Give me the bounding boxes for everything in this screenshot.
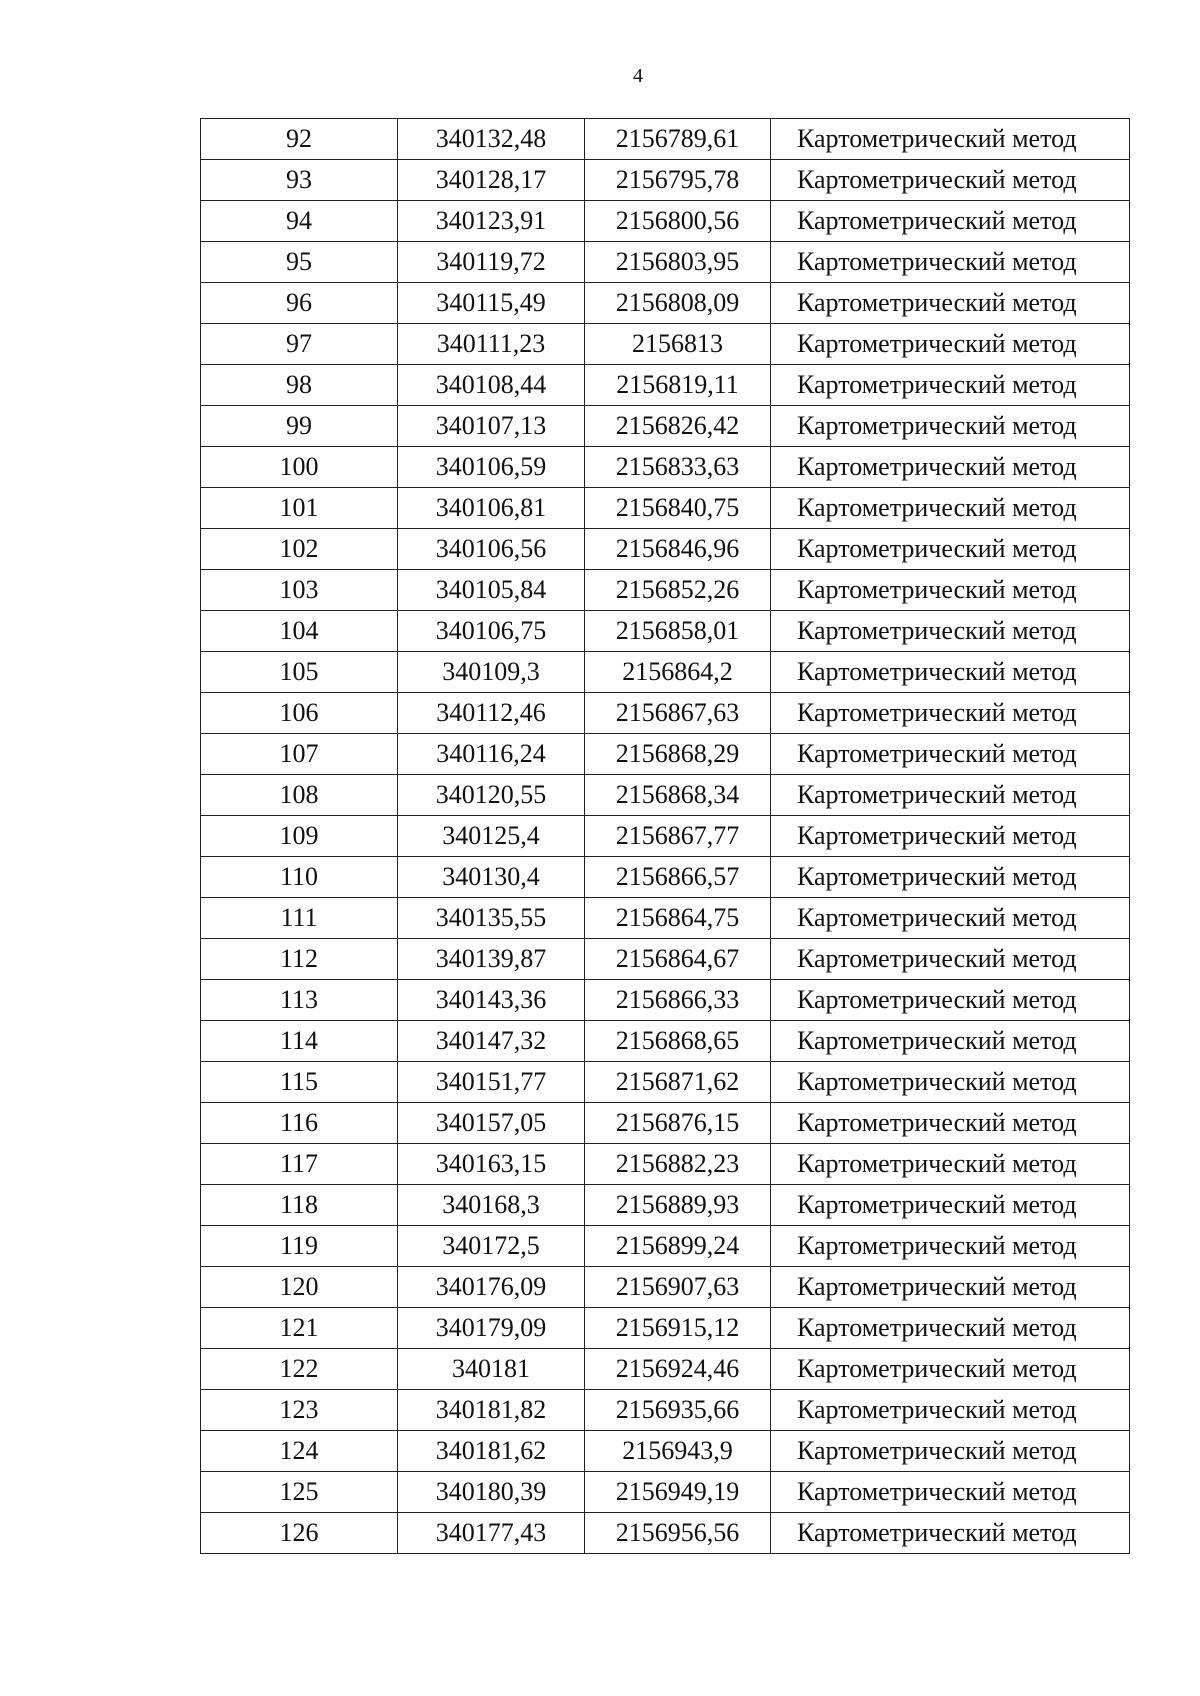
page-number: 4 [633, 65, 643, 87]
point-number-cell: 105 [201, 652, 398, 693]
y-coordinate-cell: 2156826,42 [585, 406, 771, 447]
table-row [201, 406, 1130, 447]
method-cell: Картометрический метод [771, 1062, 1130, 1103]
table-row [201, 939, 1130, 980]
table-row [201, 1103, 1130, 1144]
y-coordinate-cell: 2156924,46 [585, 1349, 771, 1390]
x-coordinate-cell: 340111,23 [398, 324, 585, 365]
table-row [201, 611, 1130, 652]
point-number-cell: 112 [201, 939, 398, 980]
y-coordinate-cell: 2156840,75 [585, 488, 771, 529]
table-row [201, 1144, 1130, 1185]
y-coordinate-cell: 2156868,34 [585, 775, 771, 816]
point-number-cell: 115 [201, 1062, 398, 1103]
y-coordinate-cell: 2156899,24 [585, 1226, 771, 1267]
y-coordinate-cell: 2156866,57 [585, 857, 771, 898]
method-cell: Картометрический метод [771, 406, 1130, 447]
point-number-cell: 116 [201, 1103, 398, 1144]
method-cell: Картометрический метод [771, 1513, 1130, 1554]
method-cell: Картометрический метод [771, 1021, 1130, 1062]
table-row [201, 447, 1130, 488]
table-row [201, 1185, 1130, 1226]
point-number-cell: 117 [201, 1144, 398, 1185]
method-cell: Картометрический метод [771, 734, 1130, 775]
point-number-cell: 107 [201, 734, 398, 775]
method-cell: Картометрический метод [771, 1431, 1130, 1472]
x-coordinate-cell: 340125,4 [398, 816, 585, 857]
y-coordinate-cell: 2156866,33 [585, 980, 771, 1021]
y-coordinate-cell: 2156800,56 [585, 201, 771, 242]
table-row [201, 1349, 1130, 1390]
table-row [201, 693, 1130, 734]
table-row [201, 1472, 1130, 1513]
x-coordinate-cell: 340128,17 [398, 160, 585, 201]
x-coordinate-cell: 340143,36 [398, 980, 585, 1021]
x-coordinate-cell: 340108,44 [398, 365, 585, 406]
x-coordinate-cell: 340112,46 [398, 693, 585, 734]
method-cell: Картометрический метод [771, 1226, 1130, 1267]
y-coordinate-cell: 2156868,29 [585, 734, 771, 775]
table-row [201, 1267, 1130, 1308]
x-coordinate-cell: 340181,82 [398, 1390, 585, 1431]
y-coordinate-cell: 2156867,77 [585, 816, 771, 857]
table-row [201, 652, 1130, 693]
y-coordinate-cell: 2156882,23 [585, 1144, 771, 1185]
y-coordinate-cell: 2156846,96 [585, 529, 771, 570]
method-cell: Картометрический метод [771, 1103, 1130, 1144]
method-cell: Картометрический метод [771, 570, 1130, 611]
table-row [201, 570, 1130, 611]
point-number-cell: 120 [201, 1267, 398, 1308]
method-cell: Картометрический метод [771, 488, 1130, 529]
x-coordinate-cell: 340116,24 [398, 734, 585, 775]
point-number-cell: 119 [201, 1226, 398, 1267]
y-coordinate-cell: 2156833,63 [585, 447, 771, 488]
y-coordinate-cell: 2156871,62 [585, 1062, 771, 1103]
x-coordinate-cell: 340181 [398, 1349, 585, 1390]
coordinates-table [200, 118, 1130, 1554]
y-coordinate-cell: 2156867,63 [585, 693, 771, 734]
x-coordinate-cell: 340106,59 [398, 447, 585, 488]
point-number-cell: 93 [201, 160, 398, 201]
x-coordinate-cell: 340180,39 [398, 1472, 585, 1513]
method-cell: Картометрический метод [771, 1144, 1130, 1185]
x-coordinate-cell: 340120,55 [398, 775, 585, 816]
point-number-cell: 122 [201, 1349, 398, 1390]
x-coordinate-cell: 340157,05 [398, 1103, 585, 1144]
x-coordinate-cell: 340176,09 [398, 1267, 585, 1308]
point-number-cell: 109 [201, 816, 398, 857]
y-coordinate-cell: 2156813 [585, 324, 771, 365]
x-coordinate-cell: 340163,15 [398, 1144, 585, 1185]
table-row [201, 857, 1130, 898]
table-row [201, 119, 1130, 160]
y-coordinate-cell: 2156795,78 [585, 160, 771, 201]
method-cell: Картометрический метод [771, 611, 1130, 652]
x-coordinate-cell: 340151,77 [398, 1062, 585, 1103]
point-number-cell: 96 [201, 283, 398, 324]
method-cell: Картометрический метод [771, 816, 1130, 857]
x-coordinate-cell: 340135,55 [398, 898, 585, 939]
point-number-cell: 95 [201, 242, 398, 283]
table-row [201, 816, 1130, 857]
method-cell: Картометрический метод [771, 652, 1130, 693]
method-cell: Картометрический метод [771, 1267, 1130, 1308]
table-row [201, 1021, 1130, 1062]
x-coordinate-cell: 340123,91 [398, 201, 585, 242]
method-cell: Картометрический метод [771, 1472, 1130, 1513]
coordinates-table-body [201, 119, 1130, 1554]
point-number-cell: 126 [201, 1513, 398, 1554]
y-coordinate-cell: 2156907,63 [585, 1267, 771, 1308]
y-coordinate-cell: 2156915,12 [585, 1308, 771, 1349]
method-cell: Картометрический метод [771, 119, 1130, 160]
y-coordinate-cell: 2156864,67 [585, 939, 771, 980]
table-row [201, 529, 1130, 570]
x-coordinate-cell: 340177,43 [398, 1513, 585, 1554]
x-coordinate-cell: 340105,84 [398, 570, 585, 611]
method-cell: Картометрический метод [771, 242, 1130, 283]
x-coordinate-cell: 340179,09 [398, 1308, 585, 1349]
point-number-cell: 125 [201, 1472, 398, 1513]
table-row [201, 734, 1130, 775]
table-row [201, 488, 1130, 529]
method-cell: Картометрический метод [771, 1185, 1130, 1226]
point-number-cell: 99 [201, 406, 398, 447]
table-row [201, 1062, 1130, 1103]
x-coordinate-cell: 340147,32 [398, 1021, 585, 1062]
y-coordinate-cell: 2156803,95 [585, 242, 771, 283]
point-number-cell: 102 [201, 529, 398, 570]
point-number-cell: 121 [201, 1308, 398, 1349]
point-number-cell: 98 [201, 365, 398, 406]
x-coordinate-cell: 340181,62 [398, 1431, 585, 1472]
point-number-cell: 108 [201, 775, 398, 816]
table-row [201, 1308, 1130, 1349]
method-cell: Картометрический метод [771, 775, 1130, 816]
y-coordinate-cell: 2156876,15 [585, 1103, 771, 1144]
point-number-cell: 92 [201, 119, 398, 160]
x-coordinate-cell: 340109,3 [398, 652, 585, 693]
y-coordinate-cell: 2156943,9 [585, 1431, 771, 1472]
x-coordinate-cell: 340107,13 [398, 406, 585, 447]
table-row [201, 365, 1130, 406]
y-coordinate-cell: 2156864,75 [585, 898, 771, 939]
method-cell: Картометрический метод [771, 201, 1130, 242]
method-cell: Картометрический метод [771, 693, 1130, 734]
point-number-cell: 110 [201, 857, 398, 898]
y-coordinate-cell: 2156789,61 [585, 119, 771, 160]
y-coordinate-cell: 2156956,56 [585, 1513, 771, 1554]
point-number-cell: 118 [201, 1185, 398, 1226]
method-cell: Картометрический метод [771, 324, 1130, 365]
point-number-cell: 113 [201, 980, 398, 1021]
method-cell: Картометрический метод [771, 1308, 1130, 1349]
method-cell: Картометрический метод [771, 1349, 1130, 1390]
table-row [201, 1513, 1130, 1554]
point-number-cell: 100 [201, 447, 398, 488]
table-row [201, 898, 1130, 939]
method-cell: Картометрический метод [771, 857, 1130, 898]
y-coordinate-cell: 2156889,93 [585, 1185, 771, 1226]
y-coordinate-cell: 2156935,66 [585, 1390, 771, 1431]
table-row [201, 1431, 1130, 1472]
table-row [201, 201, 1130, 242]
x-coordinate-cell: 340106,75 [398, 611, 585, 652]
y-coordinate-cell: 2156949,19 [585, 1472, 771, 1513]
method-cell: Картометрический метод [771, 283, 1130, 324]
y-coordinate-cell: 2156852,26 [585, 570, 771, 611]
method-cell: Картометрический метод [771, 447, 1130, 488]
table-row [201, 324, 1130, 365]
point-number-cell: 111 [201, 898, 398, 939]
point-number-cell: 124 [201, 1431, 398, 1472]
method-cell: Картометрический метод [771, 939, 1130, 980]
table-row [201, 242, 1130, 283]
y-coordinate-cell: 2156819,11 [585, 365, 771, 406]
method-cell: Картометрический метод [771, 365, 1130, 406]
point-number-cell: 106 [201, 693, 398, 734]
y-coordinate-cell: 2156808,09 [585, 283, 771, 324]
x-coordinate-cell: 340168,3 [398, 1185, 585, 1226]
table-row [201, 775, 1130, 816]
x-coordinate-cell: 340106,56 [398, 529, 585, 570]
point-number-cell: 123 [201, 1390, 398, 1431]
table-row [201, 160, 1130, 201]
table-row [201, 980, 1130, 1021]
x-coordinate-cell: 340106,81 [398, 488, 585, 529]
x-coordinate-cell: 340130,4 [398, 857, 585, 898]
table-row [201, 1226, 1130, 1267]
y-coordinate-cell: 2156864,2 [585, 652, 771, 693]
x-coordinate-cell: 340119,72 [398, 242, 585, 283]
method-cell: Картометрический метод [771, 160, 1130, 201]
x-coordinate-cell: 340115,49 [398, 283, 585, 324]
method-cell: Картометрический метод [771, 898, 1130, 939]
y-coordinate-cell: 2156858,01 [585, 611, 771, 652]
method-cell: Картометрический метод [771, 529, 1130, 570]
point-number-cell: 94 [201, 201, 398, 242]
table-row [201, 283, 1130, 324]
point-number-cell: 103 [201, 570, 398, 611]
method-cell: Картометрический метод [771, 980, 1130, 1021]
x-coordinate-cell: 340139,87 [398, 939, 585, 980]
method-cell: Картометрический метод [771, 1390, 1130, 1431]
x-coordinate-cell: 340172,5 [398, 1226, 585, 1267]
y-coordinate-cell: 2156868,65 [585, 1021, 771, 1062]
point-number-cell: 104 [201, 611, 398, 652]
point-number-cell: 97 [201, 324, 398, 365]
point-number-cell: 101 [201, 488, 398, 529]
table-row [201, 1390, 1130, 1431]
x-coordinate-cell: 340132,48 [398, 119, 585, 160]
point-number-cell: 114 [201, 1021, 398, 1062]
